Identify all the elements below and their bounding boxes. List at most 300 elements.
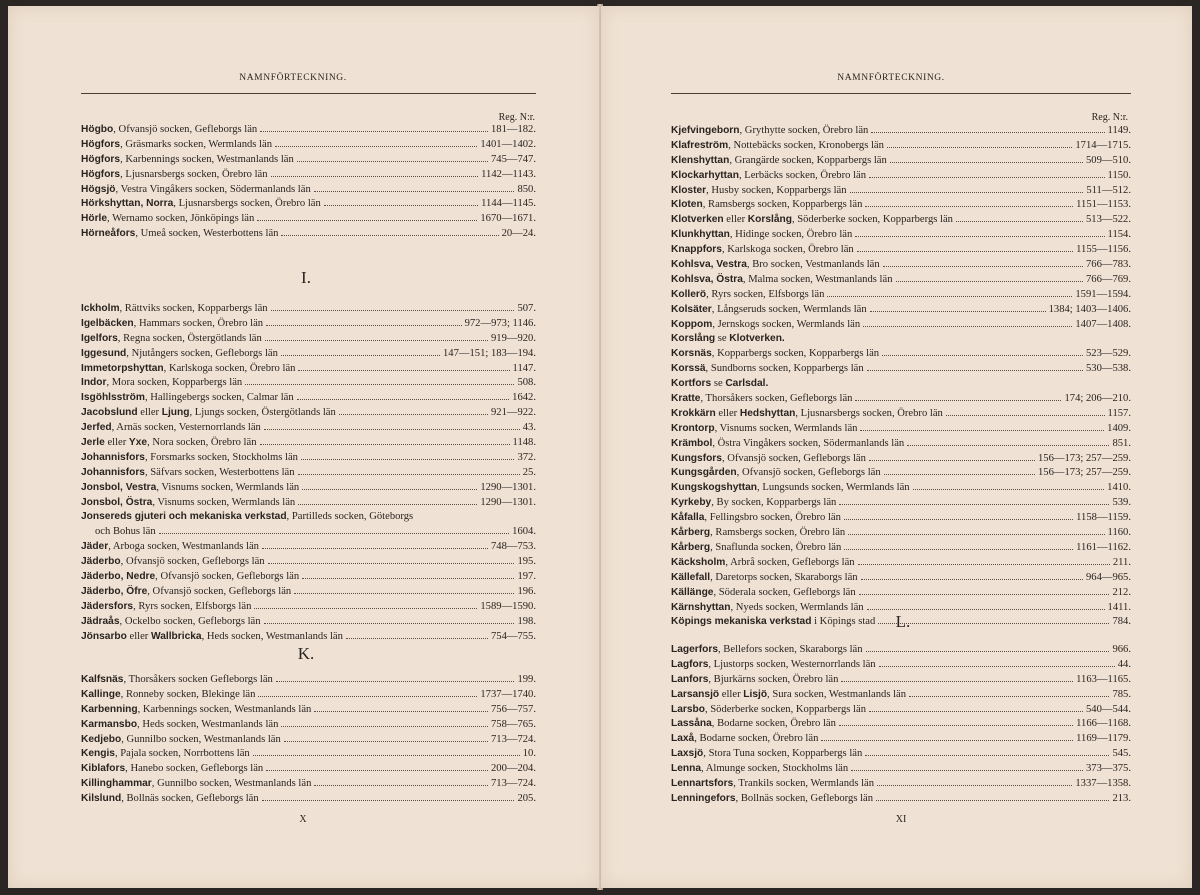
dot-leader — [863, 325, 1072, 327]
entry-text — [671, 318, 860, 333]
regnr-label: Reg. N:r. — [498, 112, 535, 123]
reg-number: 1154. — [1107, 229, 1131, 241]
dot-leader — [909, 695, 1109, 697]
entry-description: , Visnums socken, Wermlands län — [156, 481, 300, 493]
dot-leader — [284, 740, 488, 742]
place-name: Krämbol — [671, 437, 713, 449]
entry-description: , Bodarne socken, Örebro län — [694, 733, 819, 745]
entry-description: i Köpings stad — [811, 616, 876, 628]
place-name: Igelfors — [81, 332, 118, 344]
entry-description: , Ryrs socken, Elfsborgs län — [706, 288, 825, 300]
entry-text — [671, 732, 818, 747]
entry-description: , Arboga socken, Westmanlands län — [108, 541, 259, 553]
place-name: Koppom — [671, 318, 713, 330]
entry-description: , Heds socken, Westmanlands län — [137, 718, 279, 730]
dot-leader — [956, 220, 1083, 222]
entry-description: , Nyeds socken, Wermlands län — [730, 601, 864, 613]
dot-leader — [844, 518, 1073, 520]
entry-text — [671, 556, 855, 571]
entry-text — [81, 510, 413, 525]
reg-number: 756—757. — [490, 703, 536, 715]
index-entry — [671, 481, 1131, 496]
entry-text — [81, 496, 295, 511]
index-entry — [671, 318, 1131, 333]
entry-description: , Sundborns socken, Kopparbergs län — [705, 363, 864, 375]
index-entry — [81, 123, 536, 138]
index-entry — [671, 452, 1131, 467]
entry-description: eller — [126, 630, 151, 642]
entry-description: , Långseruds socken, Wermlands län — [711, 303, 867, 315]
entry-description: , Malma socken, Westmanlands län — [742, 273, 893, 285]
place-name: Kalfsnäs — [81, 674, 124, 685]
entry-text — [671, 586, 856, 601]
reg-number: 147—151; 183—194. — [443, 347, 536, 359]
place-name: Källänge — [671, 586, 714, 598]
index-entry — [81, 555, 536, 570]
entry-description: , Njutångers socken, Gefleborgs län — [126, 347, 278, 359]
reg-number: 1148. — [512, 437, 536, 449]
dot-leader — [896, 280, 1083, 282]
place-name: Laxsjö — [671, 748, 704, 760]
index-entry — [671, 747, 1131, 762]
index-entry — [81, 332, 536, 347]
reg-number: 509—510. — [1085, 154, 1131, 166]
place-name: Klafreström — [671, 139, 729, 151]
entry-text — [81, 747, 250, 762]
dot-leader — [883, 265, 1083, 267]
dot-leader — [870, 310, 1046, 312]
index-block-h — [81, 123, 536, 242]
reg-number: 1737—1740. — [480, 688, 536, 700]
entry-description: , Nora socken, Örebro län — [147, 437, 257, 449]
entry-text — [671, 198, 862, 213]
entry-text — [81, 792, 259, 807]
reg-number: 213. — [1112, 792, 1131, 804]
place-name: Köpings mekaniska verkstad — [671, 616, 812, 628]
index-entry — [671, 496, 1131, 511]
index-entry — [81, 227, 536, 242]
reg-number: 373—375. — [1085, 763, 1131, 775]
index-entry — [671, 511, 1131, 526]
index-entry — [81, 362, 536, 377]
dot-leader — [302, 488, 477, 490]
entry-text — [671, 407, 943, 422]
place-name: Hörneåfors — [81, 228, 136, 240]
dot-leader — [850, 191, 1084, 193]
index-entry — [81, 747, 536, 762]
dot-leader — [869, 176, 1105, 178]
place-name: Kårberg — [671, 527, 711, 539]
dot-leader — [281, 725, 488, 727]
reg-number: 199. — [517, 674, 536, 685]
dot-leader — [859, 593, 1110, 595]
place-name: Kedjebo — [81, 733, 122, 745]
index-entry — [81, 153, 536, 168]
reg-number: 212. — [1112, 586, 1131, 598]
entry-text — [671, 392, 852, 407]
entry-text — [671, 541, 841, 556]
entry-description: , Bro socken, Vestmanlands län — [746, 259, 880, 271]
index-entry — [81, 762, 536, 777]
index-block-l — [671, 643, 1131, 807]
index-entry — [671, 703, 1131, 718]
entry-text — [81, 406, 336, 421]
entry-description: , Hallingebergs socken, Calmar län — [144, 392, 294, 404]
reg-number: 919—920. — [490, 332, 536, 344]
reg-number: 205. — [517, 793, 536, 805]
reg-number: 25. — [522, 466, 536, 478]
entry-text — [671, 571, 858, 586]
entry-description: , Ryrs socken, Elfsborgs län — [133, 600, 252, 612]
index-entry — [671, 556, 1131, 571]
dot-leader — [877, 784, 1072, 786]
reg-number: 1160. — [1107, 527, 1131, 539]
place-name: Killinghammar — [81, 778, 152, 790]
entry-text — [671, 347, 879, 362]
index-entry — [671, 288, 1131, 303]
entry-text — [671, 377, 768, 392]
entry-description: , Ramsbergs socken, Örebro län — [710, 527, 846, 539]
running-head: NAMNFÖRTECKNING. — [837, 73, 945, 83]
entry-description: , Ofvansjö socken, Gefleborgs län — [147, 585, 292, 597]
place-name: Kårberg — [671, 541, 711, 553]
entry-text — [81, 777, 311, 792]
index-entry — [671, 407, 1131, 422]
index-entry — [671, 243, 1131, 258]
place-name: Kåfalla — [671, 512, 705, 524]
dot-leader — [297, 398, 510, 400]
reg-number: 1384; 1403—1406. — [1048, 303, 1131, 315]
place-name: Kärnshyttan — [671, 601, 731, 613]
reg-number: 921—922. — [490, 407, 536, 419]
entry-description: , Karlskoga socken, Örebro län — [163, 362, 296, 374]
place-name: Jonsereds gjuteri och mekaniska verkstad — [81, 511, 287, 523]
index-entry — [671, 273, 1131, 288]
place-name: Iggesund — [81, 347, 127, 359]
entry-text — [81, 183, 311, 198]
reg-number: 1642. — [512, 392, 536, 404]
entry-description: , Lungsunds socken, Wermlands län — [757, 482, 910, 494]
place-name: Lassåna — [671, 718, 712, 730]
entry-text — [81, 123, 257, 138]
entry-text — [671, 332, 785, 347]
dot-leader — [265, 339, 488, 341]
index-entry — [671, 139, 1131, 154]
reg-number: 713—724. — [490, 778, 536, 790]
entry-text — [81, 436, 257, 451]
reg-number: 43. — [522, 422, 536, 434]
entry-text — [81, 615, 261, 630]
dot-leader — [887, 146, 1072, 148]
entry-description: , Karbennings socken, Westmanlands län — [137, 703, 312, 715]
entry-description: , Ljusnarsbergs socken, Örebro län — [120, 168, 268, 180]
place-name: Larsbo — [671, 703, 705, 715]
entry-description: , Partilleds socken, Göteborgs — [286, 511, 414, 523]
place-name: Larsansjö — [671, 688, 720, 700]
entry-text — [81, 302, 268, 317]
dot-leader — [253, 754, 520, 756]
index-entry — [671, 586, 1131, 601]
section-letter-k: K. — [297, 644, 315, 663]
place-name-alt: Klotverken. — [729, 333, 785, 345]
entry-description: , Regna socken, Östergötlands län — [117, 332, 262, 344]
entry-description: , Ofvansjö socken, Gefleborgs län — [721, 452, 866, 464]
index-entry — [671, 422, 1131, 437]
place-name: Källefall — [671, 571, 711, 583]
reg-number: 1290—1301. — [480, 481, 536, 493]
reg-number: 1407—1408. — [1075, 318, 1131, 330]
place-name-alt: Hedshyttan — [739, 407, 796, 419]
dot-leader — [865, 205, 1073, 207]
index-entry — [671, 258, 1131, 273]
entry-text — [81, 688, 255, 703]
reg-number: 972—973; 1146. — [464, 317, 536, 329]
entry-text — [671, 452, 866, 467]
reg-number: 1411. — [1107, 601, 1131, 613]
reg-number: 1151—1153. — [1076, 199, 1131, 211]
entry-text — [81, 540, 259, 555]
dot-leader — [869, 710, 1083, 712]
entry-description: eller — [723, 214, 748, 226]
entry-text — [81, 168, 268, 183]
entry-text — [671, 243, 854, 258]
index-entry — [81, 183, 536, 198]
entry-text — [81, 630, 343, 645]
entry-description: , Ronneby socken, Blekinge län — [120, 688, 256, 700]
index-entry — [671, 437, 1131, 452]
index-entry — [81, 510, 536, 525]
place-name: Immetorpshyttan — [81, 362, 164, 374]
entry-text — [81, 673, 273, 688]
entry-text — [671, 303, 867, 318]
index-entry — [81, 600, 536, 615]
entry-text — [81, 227, 278, 242]
dot-leader — [268, 562, 515, 564]
entry-description: , By socken, Kopparbergs län — [711, 497, 837, 509]
place-name: Kungskogshyttan — [671, 482, 758, 494]
dot-leader — [858, 563, 1110, 565]
reg-number: 1142—1143. — [481, 168, 536, 180]
reg-number: 785. — [1112, 688, 1131, 700]
place-name-alt: Yxe — [128, 437, 148, 449]
reg-number: 507. — [517, 303, 536, 314]
index-entry — [671, 643, 1131, 658]
index-entry — [671, 392, 1131, 407]
entry-text — [81, 703, 311, 718]
entry-description: eller — [719, 688, 744, 700]
dot-leader — [297, 160, 488, 162]
index-entry — [81, 525, 536, 540]
entry-text — [81, 600, 251, 615]
dot-leader — [848, 533, 1104, 535]
place-name: Jerfed — [81, 422, 112, 434]
entry-text — [81, 481, 299, 496]
entry-text — [671, 777, 874, 792]
entry-description: , Hammars socken, Örebro län — [133, 317, 264, 329]
place-name: Karbenning — [81, 703, 138, 715]
place-name: Jonsbol, Vestra — [81, 481, 157, 493]
place-name: Högfors — [81, 138, 121, 150]
reg-number: 10. — [522, 748, 536, 760]
dot-leader — [827, 295, 1072, 297]
right-page — [601, 6, 1192, 888]
entry-description: , Hidinge socken, Örebro län — [729, 229, 853, 241]
place-name: Karmansbo — [81, 718, 138, 730]
reg-number: 964—965. — [1085, 571, 1131, 583]
entry-text — [671, 481, 910, 496]
entry-text — [671, 643, 863, 658]
entry-text — [671, 273, 893, 288]
entry-description: , Ockelbo socken, Gefleborgs län — [119, 615, 261, 627]
index-entry — [671, 169, 1131, 184]
dot-leader — [298, 473, 520, 475]
index-entry — [671, 154, 1131, 169]
dot-leader — [262, 799, 515, 801]
entry-description: , Ofvansjö socken, Gefleborgs län — [736, 467, 881, 479]
place-name: Kyrkeby — [671, 497, 712, 509]
entry-text — [671, 139, 884, 154]
dot-leader — [844, 548, 1073, 550]
reg-number: 745—747. — [490, 153, 536, 165]
place-name: Knappfors — [671, 244, 722, 256]
entry-description: , Ofvansjö socken, Gefleborgs län — [113, 124, 258, 135]
entry-description: se — [711, 378, 726, 390]
entry-description: , Gräsmarks socken, Wermlands län — [120, 138, 272, 150]
index-entry — [81, 197, 536, 212]
entry-text — [671, 615, 875, 630]
index-entry — [81, 212, 536, 227]
entry-text — [95, 525, 156, 540]
index-block-i — [81, 302, 536, 644]
index-entry — [81, 436, 536, 451]
reg-number: 540—544. — [1085, 703, 1131, 715]
entry-text — [81, 466, 295, 481]
place-name: Johannisfors — [81, 451, 145, 463]
dot-leader — [839, 724, 1073, 726]
entry-description: , Visnums socken, Wermlands län — [152, 496, 296, 508]
entry-description: , Pajala socken, Norrbottens län — [114, 748, 250, 760]
reg-number: 1290—1301. — [480, 496, 536, 508]
reg-number: 1169—1179. — [1076, 733, 1131, 745]
index-entry — [81, 496, 536, 511]
index-entry — [81, 481, 536, 496]
left-page — [8, 6, 599, 888]
dot-leader — [339, 413, 488, 415]
reg-number: 1147. — [512, 362, 536, 374]
header-rule — [671, 93, 1131, 94]
reg-number: 1670—1671. — [480, 213, 536, 225]
dot-leader — [866, 650, 1110, 652]
section-letter-l: L. — [895, 612, 911, 631]
place-name: Kortfors — [671, 378, 712, 390]
entry-text — [671, 258, 880, 273]
entry-text — [671, 511, 841, 526]
reg-number: 1149. — [1107, 125, 1131, 136]
entry-description: , Forsmarks socken, Stockholms län — [144, 451, 298, 463]
entry-description: , Nottebäcks socken, Kronobergs län — [728, 139, 884, 151]
entry-text — [671, 362, 864, 377]
dot-leader — [257, 219, 477, 221]
section-letter-i: I. — [301, 268, 311, 287]
dot-leader — [314, 190, 515, 192]
reg-number: 511—512. — [1086, 184, 1131, 196]
reg-number: 523—529. — [1085, 348, 1131, 360]
reg-number: 156—173; 257—259. — [1038, 467, 1131, 479]
reg-number: 174; 206—210. — [1064, 393, 1131, 405]
index-entry — [81, 451, 536, 466]
dot-leader — [262, 547, 488, 549]
entry-description: , Bodarne socken, Örebro län — [711, 718, 836, 730]
entry-description: , Säfvars socken, Westerbottens län — [144, 466, 295, 478]
entry-text — [81, 585, 291, 600]
dot-leader — [264, 622, 515, 624]
place-name: Lagerfors — [671, 644, 718, 655]
dot-leader — [314, 710, 488, 712]
index-entry — [81, 138, 536, 153]
reg-number: 211. — [1112, 556, 1131, 568]
reg-number: 966. — [1112, 644, 1131, 655]
index-entry — [81, 673, 536, 688]
dot-leader — [867, 608, 1105, 610]
entry-text — [81, 138, 272, 153]
place-name: Krokkärn — [671, 407, 716, 419]
entry-description: , Wernamo socken, Jönköpings län — [107, 213, 255, 225]
entry-description: , Gunnilbo socken, Westmanlands län — [121, 733, 281, 745]
entry-description: se — [715, 333, 730, 345]
place-name: Kloster — [671, 184, 707, 196]
place-name: Jonsbol, Östra — [81, 496, 153, 508]
dot-leader — [821, 739, 1073, 741]
index-entry — [671, 332, 1131, 347]
reg-number: 372. — [517, 451, 536, 463]
dot-leader — [865, 754, 1109, 756]
entry-description: , Fellingsbro socken, Örebro län — [704, 512, 841, 524]
reg-number: 181—182. — [490, 124, 536, 135]
dot-leader — [839, 503, 1109, 505]
index-entry — [81, 733, 536, 748]
header-rule — [81, 93, 536, 94]
place-name: Högfors — [81, 153, 121, 165]
dot-leader — [301, 458, 514, 460]
index-entry — [81, 792, 536, 807]
entry-text — [81, 212, 254, 227]
entry-description: , Bollnäs socken, Gefleborgs län — [735, 792, 874, 804]
entry-text — [671, 422, 857, 437]
entry-description: , Karbennings socken, Westmanlands län — [120, 153, 294, 165]
place-name: Jäder — [81, 541, 109, 553]
place-name: Jädraås — [81, 615, 120, 627]
place-name: Lennartsfors — [671, 778, 734, 790]
index-entry — [671, 377, 1131, 392]
folio: X — [299, 814, 307, 825]
entry-text — [81, 570, 299, 585]
entry-text — [671, 703, 866, 718]
dot-leader — [851, 769, 1083, 771]
folio: XI — [895, 814, 907, 825]
dot-leader — [907, 444, 1109, 446]
index-entry — [81, 168, 536, 183]
entry-description: , Arnäs socken, Vesternorrlands län — [111, 422, 261, 434]
entry-description: , Mora socken, Kopparbergs län — [106, 377, 243, 389]
dot-leader — [266, 324, 461, 326]
index-block-k — [81, 673, 536, 807]
place-name: Lenningefors — [671, 792, 736, 804]
dot-leader — [275, 145, 477, 147]
entry-text — [81, 451, 298, 466]
dot-leader — [260, 130, 488, 132]
reg-number: 198. — [517, 615, 536, 627]
place-name: Kohlsva, Östra — [671, 273, 743, 285]
